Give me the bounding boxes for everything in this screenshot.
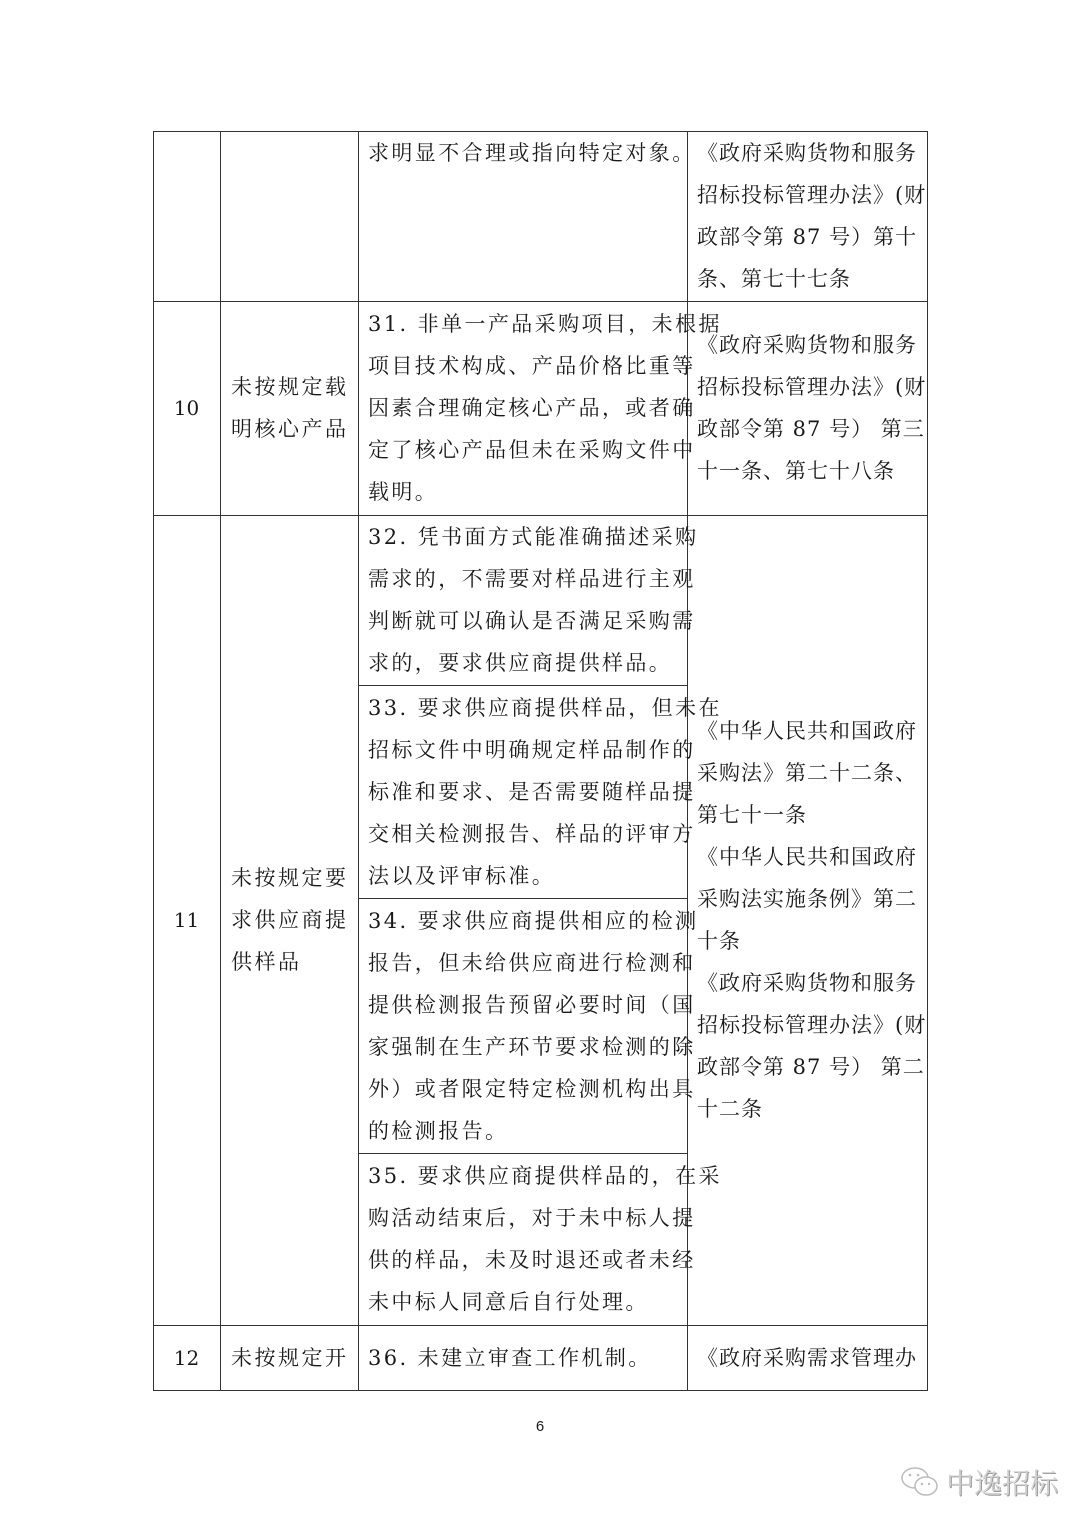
watermark [900,1462,1058,1502]
text-line: 家强制在生产环节要求检测的除 [368,1034,696,1059]
table-border [153,301,928,302]
text-line: 报告，但未给供应商进行检测和 [368,950,696,975]
text-line: 法以及评审标准。 [368,863,556,888]
violation-item [368,1337,652,1379]
table-border [220,131,221,1391]
violation-item [368,303,722,513]
text-line: 外）或者限定特定检测机构出具 [368,1076,696,1101]
text-line: 供的样品，未及时退还或者未经 [368,1248,696,1272]
text-line: 34. 要求供应商提供相应的检测 [368,908,699,933]
issue-title [231,1337,349,1379]
table-border [358,1153,687,1154]
legal-basis [697,132,926,300]
text-line: 十一条、第七十八条 [697,459,895,483]
text-line: 采购法》第二十二条、 [697,761,917,785]
page-number: 6 [535,1418,545,1435]
text-line: 招标文件中明确规定样品制作的 [368,737,696,762]
legal-basis [697,710,926,1130]
text-line: 项目技术构成、产品价格比重等 [368,354,696,378]
legal-basis [697,324,926,492]
text-line: 供样品 [231,950,302,974]
text-line: 十条 [697,929,741,953]
text-line: 31. 非单一产品采购项目，未根据 [368,312,722,336]
text-line: 提供检测报告预留必要时间（国 [368,992,696,1017]
table-border [153,131,154,1391]
text-line: 交相关检测报告、样品的评审方 [368,821,696,846]
text-line: 《政府采购需求管理办 [697,1345,917,1370]
text-line: 《政府采购货物和服务 [697,333,917,357]
text-line: 未按规定开 [231,1345,349,1370]
text-line: 招标投标管理办法》(财 [697,1013,927,1037]
text-line: 政部令第 87 号） 第二 [697,1055,925,1079]
text-line: 招标投标管理办法》(财 [697,183,927,207]
text-line: 因素合理确定核心产品，或者确 [368,396,696,420]
violation-item [368,1155,722,1323]
text-line: 求明显不合理或指向特定对象。 [368,141,696,165]
text-line: 需求的，不需要对样品进行主观 [368,567,696,591]
text-line: 《政府采购货物和服务 [697,141,917,165]
row-number: 10 [173,396,200,420]
text-line: 35. 要求供应商提供样品的，在采 [368,1164,722,1188]
text-line: 政部令第 87 号） 第三 [697,417,925,441]
issue-title [231,857,349,983]
text-line: 定了核心产品但未在采购文件中 [368,438,696,462]
text-line: 明核心产品 [231,417,349,441]
violation-item [368,132,696,174]
text-line: 未中标人同意后自行处理。 [368,1290,649,1314]
text-line: 未按规定载 [231,375,349,399]
violation-item [368,516,698,684]
text-line: 第七十一条 [697,803,807,827]
text-line: 32. 凭书面方式能准确描述采购 [368,525,699,549]
table-border [358,131,359,1391]
text-line: 《中华人民共和国政府 [697,845,917,869]
table-border [153,1390,928,1391]
row-number: 11 [173,908,200,932]
row-number: 12 [173,1345,200,1370]
text-line: 的检测报告。 [368,1118,509,1143]
text-line: 标准和要求、是否需要随样品提 [368,779,696,804]
table-border [153,1325,928,1326]
text-line: 招标投标管理办法》(财 [697,375,927,399]
text-line: 未按规定要 [231,866,349,890]
table-border [927,131,928,1391]
text-line: 十二条 [697,1097,763,1121]
text-line: 求的，要求供应商提供样品。 [368,651,673,675]
watermark-text: 中逸招标 [946,1467,1059,1500]
text-line: 33. 要求供应商提供样品，但未在 [368,695,722,720]
text-line: 《政府采购货物和服务 [697,971,917,995]
text-line: 求供应商提 [231,908,349,932]
text-line: 采购法实施条例》第二 [697,887,917,911]
text-line: 载明。 [368,480,439,504]
text-line: 购活动结束后，对于未中标人提 [368,1206,696,1230]
text-line: 判断就可以确认是否满足采购需 [368,609,696,633]
violation-item [368,687,722,897]
text-line: 《中华人民共和国政府 [697,719,917,743]
text-line: 36. 未建立审查工作机制。 [368,1345,652,1370]
text-line: 政部令第 87 号）第十 [697,225,918,249]
legal-basis [697,1337,917,1379]
text-line: 条、第七十七条 [697,267,851,291]
violation-item [368,900,698,1152]
issue-title [231,366,349,450]
wechat-icon [900,1465,940,1499]
